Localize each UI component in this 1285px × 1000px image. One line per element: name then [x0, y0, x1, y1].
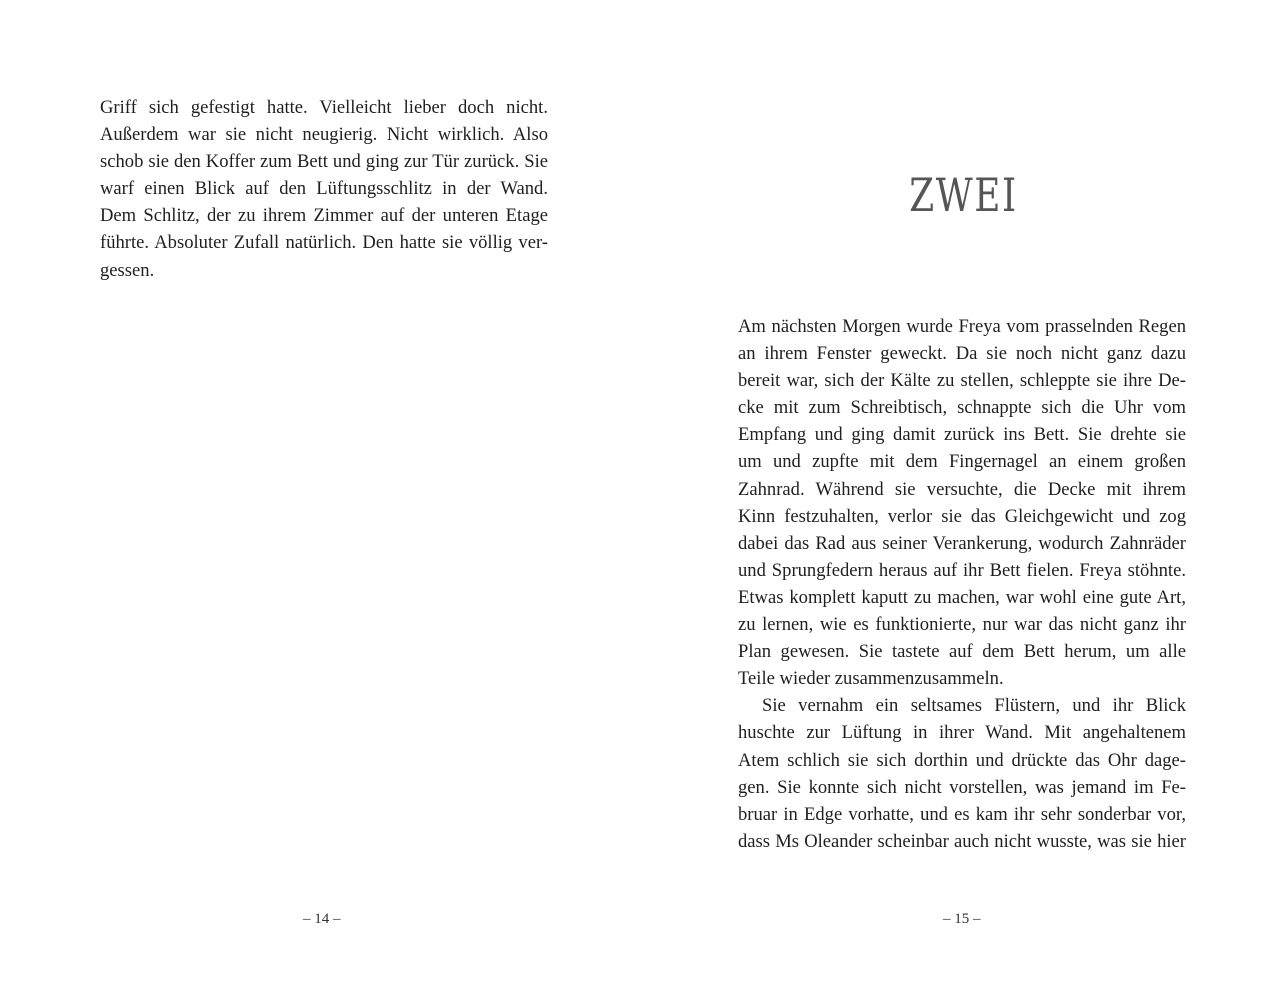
text-line: dabei das Rad aus seiner Verankerung, wodurch Zahnräder — [738, 532, 1186, 554]
text-line: führte. Absoluter Zufall natürlich. Den hatte sie völlig ver- — [100, 232, 548, 254]
text-line: und Sprungfedern heraus auf ihr Bett fielen. Freya stöhnte. — [738, 559, 1186, 581]
text-line: Empfang und ging damit zurück ins Bett. Sie drehte sie — [738, 424, 1186, 446]
left-body-text — [100, 94, 548, 284]
text-line: bruar in Edge vorhatte, und es kam ihr sehr sonderbar vor, — [738, 803, 1186, 825]
text-line: Griff sich gefestigt hatte. Vielleicht lieber doch nicht. — [100, 97, 548, 118]
text-line: an ihrem Fenster geweckt. Da sie noch nicht ganz dazu — [738, 343, 1186, 365]
text-line: gen. Sie konnte sich nicht vorstellen, was jemand im Fe- — [738, 776, 1186, 798]
text-line: schob sie den Koffer zum Bett und ging zur Tür zurück. Sie — [100, 151, 548, 173]
text-line: Plan gewesen. Sie tastete auf dem Bett herum, um alle — [738, 641, 1186, 663]
right-page — [642, 0, 1285, 1000]
text-line: Dem Schlitz, der zu ihrem Zimmer auf der unteren Etage — [100, 205, 548, 227]
text-line: Etwas komplett kaputt zu machen, war wohl eine gute Art, — [738, 586, 1186, 608]
text-line: dass Ms Oleander scheinbar auch nicht wusste, was sie hier — [738, 830, 1186, 852]
left-page — [0, 0, 642, 1000]
text-line: Außerdem war sie nicht neugierig. Nicht wirklich. Also — [100, 124, 548, 146]
text-line: gessen. — [100, 259, 155, 281]
text-line: cke mit zum Schreibtisch, schnappte sich die Uhr vom — [738, 397, 1186, 419]
text-line: Atem schlich sie sich dorthin und drückte das Ohr dage- — [738, 749, 1186, 771]
text-line: um und zupfte mit dem Fingernagel an einem großen — [738, 451, 1186, 473]
text-line: Sie vernahm ein seltsames Flüstern, und ihr Blick — [762, 695, 1186, 717]
page-number: – 14 – — [303, 911, 341, 927]
page-number: – 15 – — [943, 911, 981, 927]
text-line: Kinn festzuhalten, verlor sie das Gleichgewicht und zog — [738, 505, 1186, 527]
text-line: huschte zur Lüftung in ihrer Wand. Mit angehaltenem — [738, 722, 1186, 744]
chapter-title: ZWEI — [909, 168, 1018, 222]
text-line: Am nächsten Morgen wurde Freya vom prasselnden Regen — [738, 316, 1186, 337]
text-line: Teile wieder zusammenzusammeln. — [738, 668, 1004, 690]
text-line: Zahnrad. Während sie versuchte, die Decke mit ihrem — [738, 478, 1186, 500]
right-body-text — [738, 313, 1186, 855]
text-line: zu lernen, wie es funktionierte, nur war das nicht ganz ihr — [738, 614, 1186, 636]
text-line: bereit war, sich der Kälte zu stellen, schleppte sie ihre De- — [738, 370, 1186, 392]
text-line: warf einen Blick auf den Lüftungsschlitz in der Wand. — [100, 178, 548, 200]
